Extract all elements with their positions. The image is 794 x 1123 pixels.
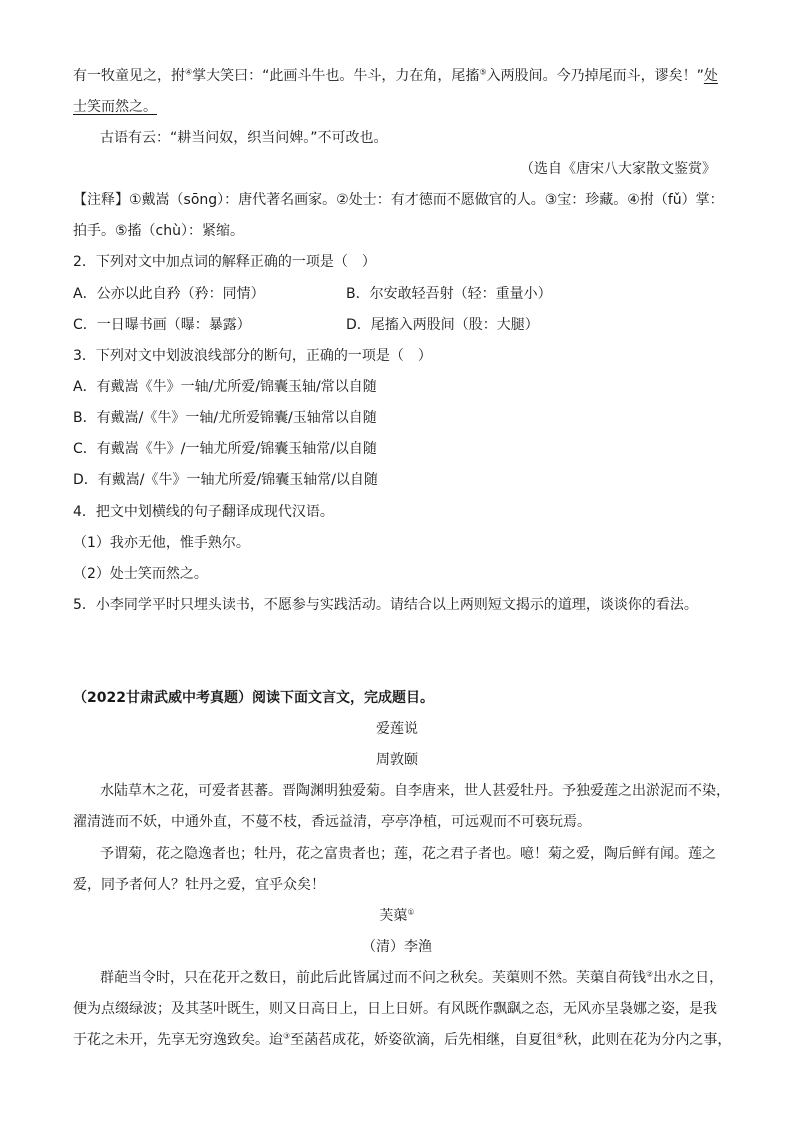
passage-line: 古语有云：“耕当问奴，织当问婢。”不可改也。 — [100, 130, 388, 146]
passage-line: 群葩当令时，只在花开之数日，前此后此皆属过而不问之秋矣。芙蕖则不然。芙蕖自荷钱②出水之日， — [100, 969, 724, 986]
passage-line: 予谓菊，花之隐逸者也；牡丹，花之富贵者也；莲，花之君子者也。噫！菊之爱，陶后鲜有闻。莲之 — [100, 846, 716, 862]
notes-line: 【注释】①戴嵩（sōng）：唐代著名画家。②处士：有才德而不愿做官的人。③宝：珍藏。④拊（fǔ）掌： — [73, 192, 724, 208]
underlined-sentence: 士笑而然之。 — [73, 99, 157, 115]
underlined-sentence: 处 — [703, 68, 718, 84]
passage-line: 爱，同予者何人？牡丹之爱，宜乎众矣！ — [73, 877, 325, 893]
sub-question: （1）我亦无他，惟手熟尔。 — [73, 535, 250, 551]
option-b: B．有戴嵩/《牛》一轴/尤所爱锦囊/玉轴常以自随 — [73, 410, 377, 426]
question-options-row — [73, 284, 265, 304]
passage-author: （清）李渔 — [362, 939, 432, 955]
passage-line: 水陆草木之花，可爱者甚蕃。晋陶渊明独爱菊。自李唐来，世人甚爱牡丹。予独爱莲之出淤泥而不染， — [100, 783, 730, 799]
passage-line: 有一牧童见之，拊④掌大笑曰：“此画斗牛也。牛斗，力在角，尾搐⑤入两股间。今乃掉尾而斗，谬矣！”处 — [73, 67, 718, 84]
passage-line: 濯清涟而不妖，中通外直，不蔓不枝，香远益清，亭亭净植，可远观而不可亵玩焉。 — [73, 814, 591, 830]
question-stem: 3．下列对文中划波浪线部分的断句，正确的一项是（ ） — [73, 348, 432, 364]
option-d: D．尾搐入两股间（股：大腿） — [346, 317, 539, 333]
section-heading: （2022甘肃武威中考真题）阅读下面文言文，完成题目。 — [73, 690, 434, 706]
question-stem: 5．小李同学平时只埋头读书，不愿参与实践活动。请结合以上两则短文揭示的道理，谈谈你的看法。 — [73, 597, 698, 613]
question-stem: 2．下列对文中加点词的解释正确的一项是（ ） — [73, 254, 376, 270]
option-b: B．尔安敢轻吾射（轻：重量小） — [346, 286, 552, 302]
passage-line: 于花之未开，先享无穷逸致矣。迨③至菡萏成花，娇姿欲滴，后先相继，自夏徂④秋，此则在花为分内之事， — [73, 1031, 732, 1048]
option-c: C．一日曝书画（曝：暴露） — [73, 317, 251, 333]
sub-question: （2）处士笑而然之。 — [73, 566, 208, 582]
passage-author: 周敦颐 — [376, 752, 418, 768]
option-d: D．有戴嵩/《牛》一轴尤所爱/锦囊玉轴常/以自随 — [73, 472, 378, 488]
option-c: C．有戴嵩《牛》/一轴尤所爱/锦囊玉轴常/以自随 — [73, 441, 377, 457]
option-a: A．有戴嵩《牛》一轴/尤所爱/锦囊玉轴/常以自随 — [73, 379, 377, 395]
passage-line: 便为点缀绿波；及其茎叶既生，则又日高日上，日上日妍。有风既作飘飖之态，无风亦呈袅娜之姿，是我 — [73, 1001, 717, 1017]
source-citation: （选自《唐宋八大家散文鉴赏》 — [520, 161, 716, 177]
passage-line — [73, 97, 157, 117]
notes-line: 拍手。⑤搐（chù）：紧缩。 — [73, 223, 244, 239]
option-a: A．公亦以此自矜（矜：同情） — [73, 286, 265, 302]
question-stem: 4．把文中划横线的句子翻译成现代汉语。 — [73, 504, 334, 520]
passage-title: 爱莲说 — [376, 721, 418, 737]
passage-title: 芙蕖① — [379, 907, 415, 924]
